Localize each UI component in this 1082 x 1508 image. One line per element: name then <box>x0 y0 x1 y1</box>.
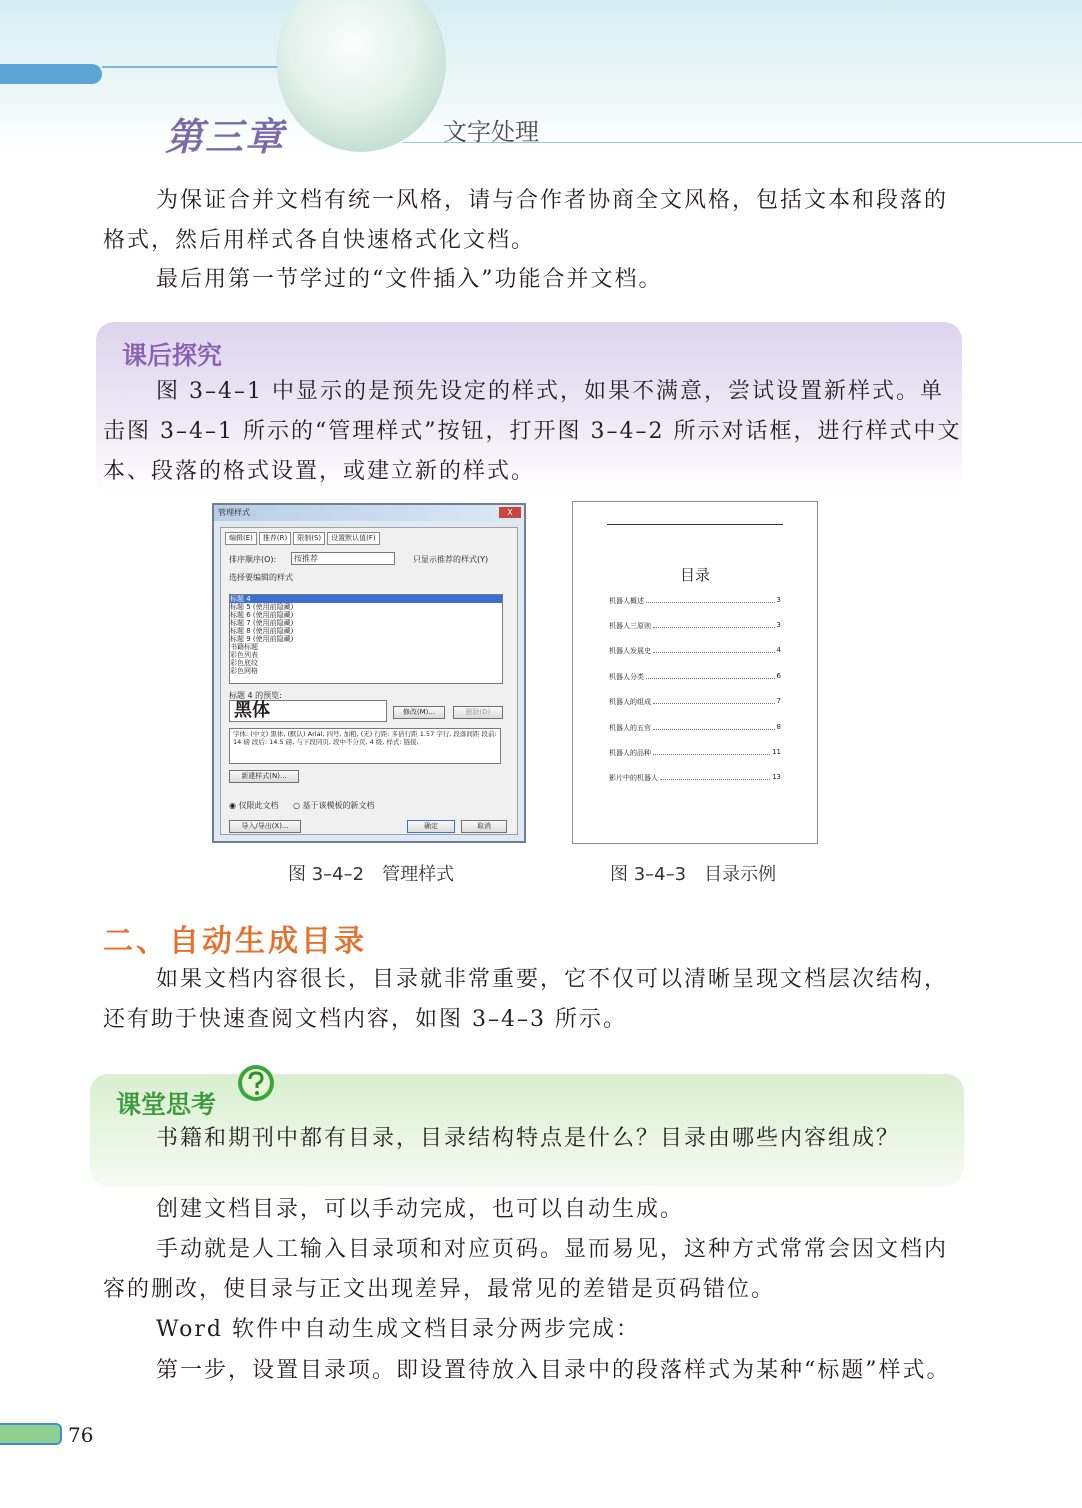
chapter-label: 第三章 <box>165 114 286 159</box>
tab-restrict: 限制(S) <box>293 532 325 545</box>
section-heading: 二、自动生成目录 <box>103 924 367 959</box>
dialog-title-bar <box>214 505 524 521</box>
list-item: 标题 9 (使用前隐藏) <box>230 635 294 643</box>
intro-paragraph-2: 最后用第一节学过的“文件插入”功能合并文档。 <box>156 267 663 292</box>
think-box-text: 书籍和期刊中都有目录，目录结构特点是什么？目录由哪些内容组成？ <box>156 1126 901 1151</box>
tab-defaults: 设置默认值(F) <box>327 532 380 545</box>
cancel-button: 取消 <box>461 820 507 833</box>
toc-entry: 机器人的品种 11 <box>609 748 781 757</box>
list-item: 标题 8 (使用前隐藏) <box>230 627 294 635</box>
list-item: 彩色底纹 <box>230 659 258 667</box>
page-number: 76 <box>68 1423 94 1447</box>
section-paragraph: 如果文档内容很长，目录就非常重要，它不仅可以清晰呈现文档层次结构，还有助于快速查阅文档内容，如图 3–4–3 所示。 <box>103 967 949 1032</box>
style-list <box>229 594 503 684</box>
manage-styles-dialog-figure <box>212 503 526 843</box>
list-item: 彩色网格 <box>230 667 258 675</box>
modify-button: 修改(M)... <box>393 706 445 719</box>
radio-this-document: ◉ 仅限此文档 <box>229 801 279 810</box>
sort-select: 按推荐 <box>291 552 395 565</box>
explore-box-title: 课后探究 <box>122 341 223 370</box>
list-item: 标题 5 (使用前隐藏) <box>230 603 294 611</box>
recommended-only-checkbox: 只显示推荐的样式(Y) <box>413 555 489 564</box>
tab-recommend: 推荐(R) <box>259 532 291 545</box>
chapter-title: 文字处理 <box>443 118 539 146</box>
sort-label: 排序顺序(O): <box>229 555 277 564</box>
ok-button: 确定 <box>407 820 455 833</box>
list-item: 标题 4 <box>230 595 502 603</box>
toc-entry: 机器人的五官 8 <box>609 723 781 732</box>
body-paragraph-3: Word 软件中自动生成文档目录分两步完成： <box>156 1317 640 1342</box>
think-box-title: 课堂思考 <box>116 1090 217 1119</box>
style-preview: 黑体 <box>229 700 387 722</box>
header-tab-decoration <box>0 64 102 84</box>
style-description: 字体: (中文) 黑体, (默认) Arial, 四号, 加粗, (无) 行距: 多倍行距 1.57 字行, 段落间距 段前: 14 磅 段后: 14.5 磅, 与下段同页, 段中不分页, 4 级, 样式: 链接, <box>229 728 501 764</box>
toc-entry: 机器人的组成 7 <box>609 697 781 706</box>
list-item: 标题 6 (使用前隐藏) <box>230 611 294 619</box>
figure-caption-3-4-3: 图 3–4–3 目录示例 <box>610 864 777 885</box>
toc-entry: 影片中的机器人 13 <box>609 773 781 782</box>
figure-caption-3-4-2: 图 3–4–2 管理样式 <box>288 864 455 885</box>
delete-button: 删除(D) <box>453 706 503 719</box>
toc-example-figure <box>572 501 818 844</box>
new-style-button: 新建样式(N)... <box>229 770 299 783</box>
dialog-tabs <box>225 532 380 545</box>
toc-entry: 机器人三原则 3 <box>609 621 781 630</box>
dialog-title: 管理样式 <box>218 508 250 517</box>
page-number-tab <box>0 1423 62 1445</box>
toc-title: 目录 <box>679 566 710 584</box>
tab-edit: 编辑(E) <box>225 532 257 545</box>
header-rule <box>102 66 277 68</box>
preview-label: 标题 4 的预览: <box>229 691 282 700</box>
toc-header-rule <box>607 524 783 525</box>
question-mark-icon <box>236 1063 276 1103</box>
header-banner <box>0 0 1082 150</box>
list-item: 标题 7 (使用前隐藏) <box>230 619 294 627</box>
explore-box-text: 图 3–4–1 中显示的是预先设定的样式，如果不满意，尝试设置新样式。单击图 3–4–1 所示的“管理样式”按钮，打开图 3–4–2 所示对话框，进行样式中文本、段落的格式设置，或建立新的样式。 <box>103 379 962 484</box>
toc-entry: 机器人分类 6 <box>609 672 781 681</box>
toc-entry: 机器人概述 3 <box>609 596 781 605</box>
import-export-button: 导入/导出(X)... <box>229 820 301 833</box>
body-paragraph-4: 第一步，设置目录项。即设置待放入目录中的段落样式为某种“标题”样式。 <box>156 1358 951 1383</box>
radio-template: ○ 基于该模板的新文档 <box>293 801 375 810</box>
body-paragraph-1: 创建文档目录，可以手动完成，也可以自动生成。 <box>156 1197 685 1222</box>
toc-entry: 机器人发展史 4 <box>609 646 781 655</box>
dialog-body <box>220 527 518 835</box>
list-item: 彩色列表 <box>230 651 258 659</box>
close-icon: X <box>499 507 521 518</box>
list-label: 选择要编辑的样式 <box>229 573 293 582</box>
body-paragraph-2: 手动就是人工输入目录项和对应页码。显而易见，这种方式常常会因文档内容的删改，使目录与正文出现差异，最常见的差错是页码错位。 <box>103 1237 949 1302</box>
intro-paragraph-1: 为保证合并文档有统一风格，请与合作者协商全文风格，包括文本和段落的格式，然后用样式各自快速格式化文档。 <box>103 188 949 253</box>
list-item: 书籍标题 <box>230 643 258 651</box>
